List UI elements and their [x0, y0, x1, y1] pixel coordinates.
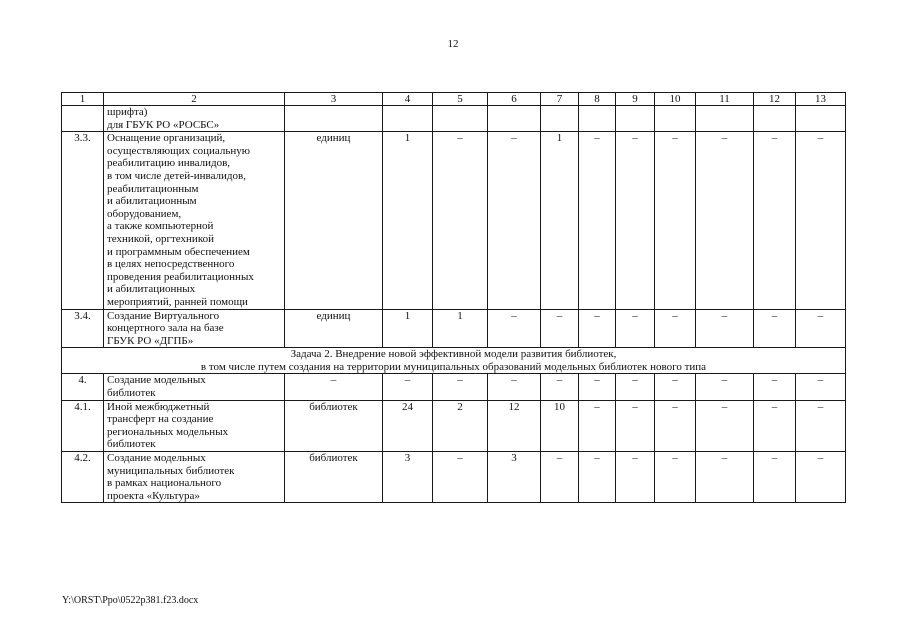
value-cell: –: [655, 374, 696, 400]
indicator-name-line: ГБУК РО «ДГПБ»: [107, 334, 194, 347]
page-number: 12: [447, 38, 459, 50]
row-number: 3.4.: [62, 309, 104, 348]
value-cell: –: [696, 452, 754, 503]
value-cell: –: [696, 400, 754, 451]
indicator-name-line: в рамках национального: [107, 477, 222, 490]
indicator-name-line: Создание модельных: [107, 374, 206, 387]
column-header: 1: [62, 93, 104, 106]
row-number: 3.3.: [62, 132, 104, 309]
indicator-name: [104, 132, 285, 309]
value-cell: –: [655, 309, 696, 348]
indicator-name-line: мероприятий, ранней помощи: [107, 295, 248, 308]
value-cell: –: [616, 374, 655, 400]
value-cell: [616, 106, 655, 132]
value-cell: 1: [541, 132, 579, 309]
value-cell: 12: [488, 400, 541, 451]
value-cell: –: [796, 400, 846, 451]
table-row: [62, 309, 846, 348]
row-number: [62, 106, 104, 132]
value-cell: –: [579, 132, 616, 309]
value-cell: –: [616, 400, 655, 451]
indicator-name-line: и абилитационных: [107, 283, 196, 296]
value-cell: –: [696, 132, 754, 309]
value-cell: –: [383, 374, 433, 400]
value-cell: –: [655, 452, 696, 503]
indicator-name-line: концертного зала на базе: [107, 322, 224, 335]
value-cell: –: [754, 309, 796, 348]
task-heading-line: в том числе путем создания на территории муниципальных образований модельных библиотек нового типа: [200, 360, 707, 373]
value-cell: –: [579, 374, 616, 400]
value-cell: –: [616, 309, 655, 348]
column-header: 9: [616, 93, 655, 106]
value-cell: –: [579, 309, 616, 348]
indicator-name-line: а также компьютерной: [107, 220, 214, 233]
indicator-name-line: Иной межбюджетный: [107, 400, 210, 413]
unit-cell: единиц: [285, 309, 383, 348]
column-header: 8: [579, 93, 616, 106]
indicator-name-line: в целях непосредственного: [107, 258, 235, 271]
column-header: 10: [655, 93, 696, 106]
value-cell: –: [579, 452, 616, 503]
column-header: 13: [796, 93, 846, 106]
column-header: 11: [696, 93, 754, 106]
unit-cell: [285, 106, 383, 132]
indicator-name-line: в том числе детей-инвалидов,: [107, 169, 246, 182]
column-header: 6: [488, 93, 541, 106]
indicator-name-line: реабилитацию инвалидов,: [107, 157, 231, 170]
unit-cell: –: [285, 374, 383, 400]
value-cell: [433, 106, 488, 132]
value-cell: –: [696, 309, 754, 348]
indicator-name-line: проекта «Культура»: [107, 489, 200, 502]
column-header: 2: [104, 93, 285, 106]
indicator-name-line: библиотек: [107, 387, 156, 400]
value-cell: –: [488, 309, 541, 348]
value-cell: 2: [433, 400, 488, 451]
value-cell: –: [754, 452, 796, 503]
value-cell: –: [433, 374, 488, 400]
value-cell: –: [433, 452, 488, 503]
value-cell: –: [579, 400, 616, 451]
row-number: 4.2.: [62, 452, 104, 503]
table-row: [62, 400, 846, 451]
value-cell: –: [541, 374, 579, 400]
column-header: 3: [285, 93, 383, 106]
value-cell: –: [754, 400, 796, 451]
indicators-table: [61, 92, 846, 503]
value-cell: 1: [433, 309, 488, 348]
column-header: 12: [754, 93, 796, 106]
unit-cell: единиц: [285, 132, 383, 309]
indicator-name-line: проведения реабилитационных: [107, 270, 254, 283]
row-number: 4.1.: [62, 400, 104, 451]
value-cell: –: [655, 400, 696, 451]
indicator-name-line: техникой, оргтехникой: [107, 232, 214, 245]
value-cell: –: [796, 374, 846, 400]
table-row: [62, 132, 846, 309]
value-cell: 3: [383, 452, 433, 503]
header-row: [62, 93, 846, 106]
value-cell: –: [655, 132, 696, 309]
indicator-name-line: и абилитационным: [107, 195, 197, 208]
indicator-name-line: шрифта): [107, 106, 148, 118]
unit-cell: библиотек: [285, 400, 383, 451]
value-cell: –: [754, 132, 796, 309]
indicator-name: [104, 452, 285, 503]
value-cell: –: [488, 132, 541, 309]
indicator-name-line: Создание Виртуального: [107, 309, 220, 322]
value-cell: 1: [383, 309, 433, 348]
value-cell: 24: [383, 400, 433, 451]
task-heading-line: Задача 2. Внедрение новой эффективной модели развития библиотек,: [290, 348, 617, 361]
indicator-name-line: региональных модельных: [107, 425, 229, 438]
indicator-name-line: осуществляющих социальную: [107, 144, 250, 157]
indicator-name: [104, 400, 285, 451]
value-cell: [541, 106, 579, 132]
indicator-name: [104, 106, 285, 132]
indicator-name-line: Оснащение организаций,: [107, 132, 226, 145]
value-cell: –: [616, 132, 655, 309]
indicator-name-line: библиотек: [107, 438, 156, 451]
indicator-name-line: муниципальных библиотек: [107, 464, 235, 477]
value-cell: –: [541, 452, 579, 503]
indicator-name-line: трансферт на создание: [107, 413, 214, 426]
value-cell: 3: [488, 452, 541, 503]
value-cell: 1: [383, 132, 433, 309]
value-cell: 10: [541, 400, 579, 451]
value-cell: –: [796, 132, 846, 309]
indicator-name-line: оборудованием,: [107, 207, 182, 220]
indicator-name: [104, 309, 285, 348]
indicator-name: [104, 374, 285, 400]
value-cell: [696, 106, 754, 132]
value-cell: [383, 106, 433, 132]
value-cell: –: [754, 374, 796, 400]
value-cell: [754, 106, 796, 132]
column-header: 7: [541, 93, 579, 106]
table-row: [62, 374, 846, 400]
indicator-name-line: и программным обеспечением: [107, 245, 250, 258]
indicator-name-line: для ГБУК РО «РОСБС»: [107, 118, 220, 131]
indicator-name-line: реабилитационным: [107, 182, 199, 195]
unit-cell: библиотек: [285, 452, 383, 503]
value-cell: –: [796, 452, 846, 503]
table-row: [62, 452, 846, 503]
indicator-name-line: Создание модельных: [107, 452, 206, 465]
column-header: 5: [433, 93, 488, 106]
value-cell: [655, 106, 696, 132]
value-cell: –: [433, 132, 488, 309]
document-path: Y:\ORST\Ppo\0522p381.f23.docx: [62, 595, 199, 606]
value-cell: –: [616, 452, 655, 503]
task-heading: [62, 348, 846, 374]
value-cell: –: [541, 309, 579, 348]
value-cell: [579, 106, 616, 132]
row-number: 4.: [62, 374, 104, 400]
value-cell: –: [796, 309, 846, 348]
value-cell: –: [488, 374, 541, 400]
task-row: [62, 348, 846, 374]
table-row: [62, 106, 846, 132]
value-cell: [488, 106, 541, 132]
value-cell: –: [696, 374, 754, 400]
value-cell: [796, 106, 846, 132]
column-header: 4: [383, 93, 433, 106]
